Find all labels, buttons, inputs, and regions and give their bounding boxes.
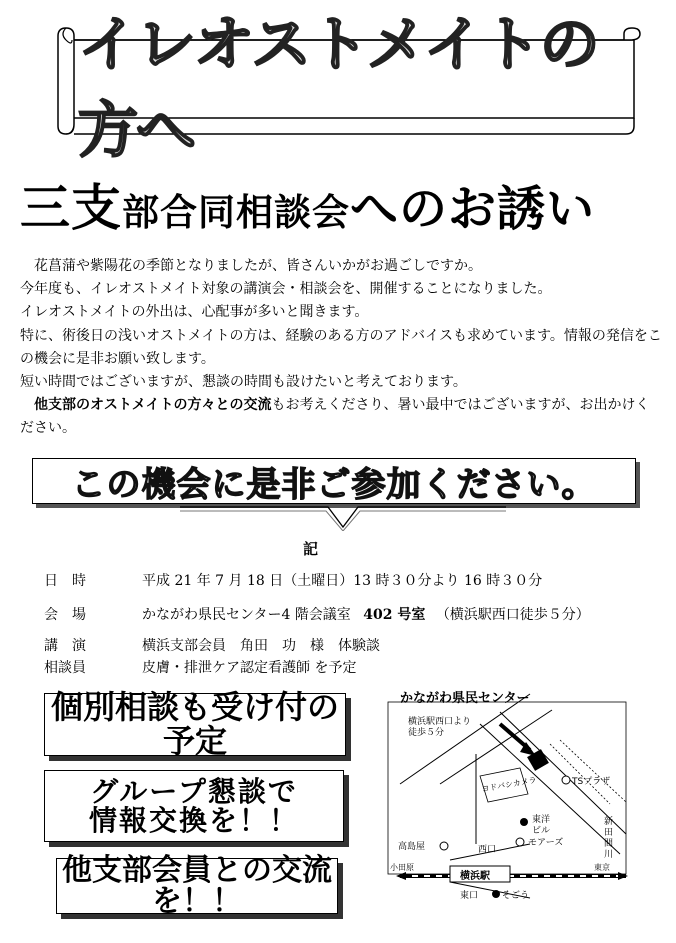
headline-part-3: 合同相談会	[160, 191, 350, 234]
consult-label: 相談員	[44, 660, 86, 676]
consult-value: 皮膚・排泄ケア認定看護師 を予定	[142, 660, 357, 676]
access-map	[380, 684, 644, 924]
map-walk-line-1: 横浜駅西口より	[408, 717, 472, 727]
headline-part-1: 三支	[20, 179, 122, 237]
venue-room: 402 号室	[363, 607, 426, 623]
badge-group-talk-line-1: グループ懇談で	[90, 774, 298, 808]
badge-individual-consult: 個別相談も受け付の予定	[44, 693, 346, 756]
cta-box: この機会に是非ご参加ください。	[32, 458, 636, 504]
map-label-toyo-1: 東洋	[532, 815, 551, 825]
intro-line-3: イレオストメイトの外出は、心配事が多いと聞きます。	[20, 304, 369, 321]
map-label-nishiguchi: 西口	[478, 845, 497, 855]
date-label: 日 時	[44, 573, 86, 589]
map-label-odawara: 小田原	[390, 863, 414, 872]
venue-label: 会 場	[44, 607, 86, 623]
headline-part-4: へのお誘い	[350, 181, 596, 237]
map-label-shintagawa-3: 間	[604, 839, 614, 849]
map-label-higashiguchi: 東口	[460, 891, 479, 901]
intro-line-1: 花菖蒲や紫陽花の季節となりましたが、皆さんいかがお過ごしですか。	[34, 258, 482, 274]
lecture-label: 講 演	[44, 638, 86, 654]
map-label-ts-plaza: TSプラザ	[572, 777, 611, 787]
badge-group-talk	[44, 770, 344, 842]
cta-arrow-pointer	[178, 505, 508, 531]
venue-value: かながわ県民センター4 階会議室 402 号室 （横浜駅西口徒歩５分）	[142, 607, 590, 623]
intro-line-2: 今年度も、イレオストメイト対象の講演会・相談会を、開催することになりました。	[20, 281, 552, 298]
map-label-shintagawa-1: 新	[604, 817, 614, 827]
intro-line-6-bold: 他支部のオストメイトの方々との交流	[34, 397, 272, 414]
map-label-takashimaya: 高島屋	[398, 842, 426, 852]
map-label-tokyo: 東京	[594, 863, 610, 872]
headline-part-2: 部	[122, 191, 160, 234]
intro-line-5: 短い時間ではございますが、懇談の時間も設けたいと考えております。	[20, 374, 467, 391]
intro-line-4: 特に、術後日の浅いオストメイトの方は、経験のある方のアドバイスも求めています。情報の発信をこの機会に是非お願い致します。	[20, 327, 662, 367]
headline	[20, 168, 660, 237]
map-label-yokohama-station: 横浜駅	[460, 871, 490, 882]
lecture-value: 横浜支部会員 角田 功 様 体験談	[142, 638, 380, 654]
venue-access: （横浜駅西口徒歩５分）	[435, 607, 590, 623]
map-label-shintagawa-4: 川	[604, 850, 614, 860]
intro-line-6-rest: もお考えくださり、暑い最中ではございますが、お出かけください。	[20, 397, 650, 437]
map-walk-line-2: 徒歩５分	[408, 728, 445, 738]
banner-title: イレオストメイトの方へ	[78, 10, 598, 166]
map-label-yodobashi: ヨドバシカメラ	[480, 775, 538, 794]
badge-group-talk-line-2: 情報交換を！！	[88, 804, 299, 837]
intro-line-6	[20, 394, 662, 440]
map-label-sogo: そごう	[502, 891, 530, 901]
badge-exchange: 他支部会員との交流を！！	[56, 858, 338, 914]
map-label-toyo-2: ビル	[532, 826, 551, 836]
map-label-moazu: モアーズ	[528, 838, 564, 848]
intro-text	[20, 255, 662, 441]
map-label-shintagawa-2: 田	[604, 828, 614, 838]
ki-heading: 記	[303, 540, 319, 558]
date-value: 平成 21 年 7 月 18 日（土曜日）13 時３０分より 16 時３０分	[142, 573, 543, 589]
map-title: かながわ県民センター	[400, 691, 530, 706]
